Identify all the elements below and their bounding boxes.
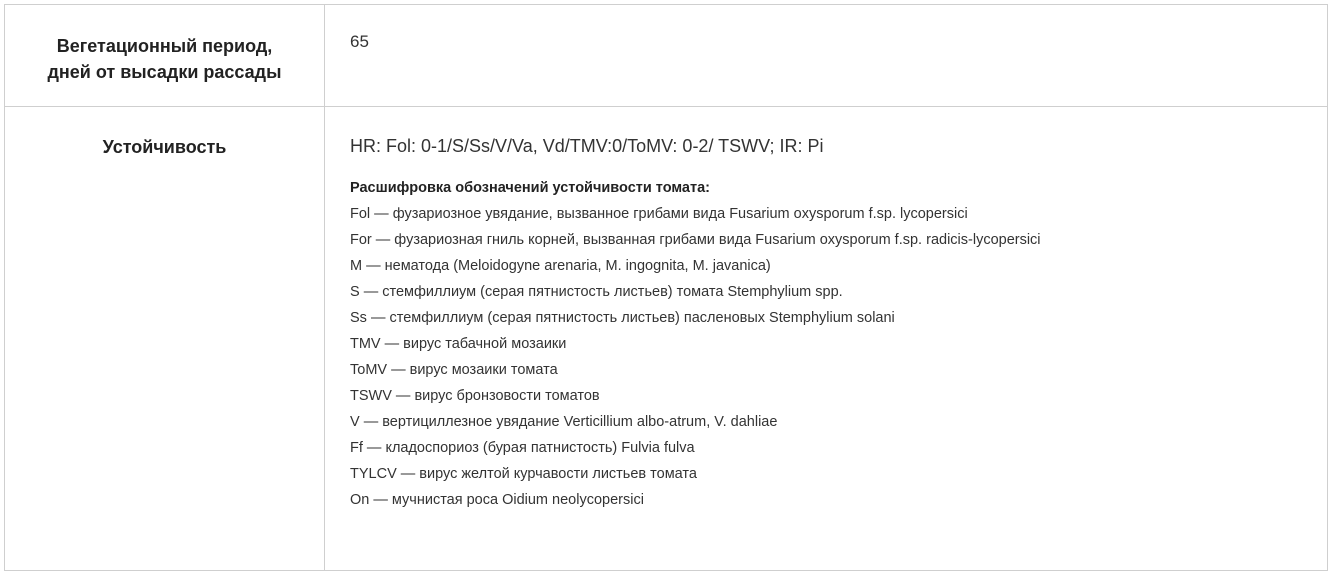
legend-item-tswv: TSWV — вирус бронзовости томатов [350,388,600,404]
legend-item-fol: Fol — фузариозное увядание, вызванное грибами вида Fusarium oxysporum f.sp. lycopersici [350,206,968,222]
label-cell-resistance [5,107,325,571]
resistance-label: Устойчивость [102,137,227,157]
legend-item-tmv: TMV — вирус табачной мозаики [350,336,567,352]
vegetation-period-value: 65 [350,32,369,51]
resistance-code-value: HR: Fol: 0-1/S/Ss/V/Va, Vd/TMV:0/ToMV: 0-2/ TSWV; IR: Pi [350,136,824,156]
legend-item-on: On — мучнистая роса Oidium neolycopersici [350,492,644,508]
table-row-resistance [5,107,1328,571]
legend-item-v: V — вертициллезное увядание Verticillium albo-atrum, V. dahliae [350,414,778,430]
legend-item-for: For — фузариозная гниль корней, вызванная грибами вида Fusarium oxysporum f.sp. radicis-lycopersici [350,232,1041,248]
legend-item-tylcv: TYLCV — вирус желтой курчавости листьев томата [350,466,697,482]
vegetation-period-label [5,5,324,85]
legend-item-ff: Ff — кладоспориоз (бурая патнистость) Fulvia fulva [350,440,695,456]
legend-item-ss: Ss — стемфиллиум (серая пятнистость листьев) пасленовых Stemphylium solani [350,310,895,326]
legend-item-tomv: ToMV — вирус мозаики томата [350,362,558,378]
value-cell-vegetation-period [325,5,1328,107]
resistance-legend-list [350,201,1327,513]
label-cell-vegetation-period [5,5,325,107]
vegetation-period-label-line1: Вегетационный период, [56,36,273,56]
vegetation-period-label-line2: дней от высадки рассады [47,62,282,82]
legend-item-m: M — нематода (Meloidogyne arenaria, M. ingognita, M. javanica) [350,258,771,274]
legend-item-s: S — стемфиллиум (серая пятнистость листьев) томата Stemphylium spp. [350,284,843,300]
table-row-vegetation-period [5,5,1328,107]
resistance-legend-title: Расшифровка обозначений устойчивости томата: [350,180,710,196]
characteristics-table [4,4,1328,571]
value-cell-resistance [325,107,1328,571]
